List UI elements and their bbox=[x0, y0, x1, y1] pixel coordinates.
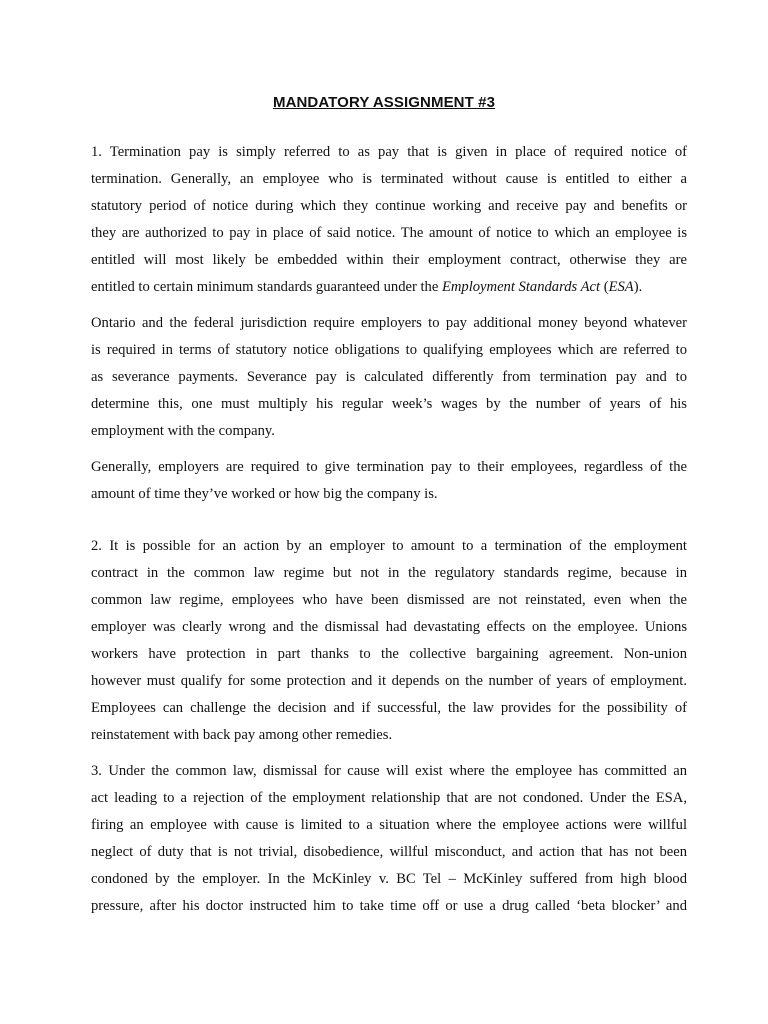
text-line: amount of time they’ve worked or how big the company is. bbox=[91, 486, 438, 502]
text-line: workers have protection in part thanks to the collective bargaining agreement. Non-union bbox=[91, 646, 687, 662]
text-line: entitled will most likely be embedded within their employment contract, otherwise they are bbox=[91, 252, 687, 268]
text-line: common law regime, employees who have been dismissed are not reinstated, even when the bbox=[91, 592, 687, 608]
text-line: employer was clearly wrong and the dismissal had devastating effects on the employee. Unions bbox=[91, 619, 687, 635]
text-line: pressure, after his doctor instructed him to take time off or use a drug called ‘beta blocker’ and bbox=[91, 898, 687, 914]
text-line: condoned by the employer. In the McKinley v. BC Tel – McKinley suffered from high blood bbox=[91, 871, 687, 887]
text-line: 1. Termination pay is simply referred to as pay that is given in place of required notice of bbox=[91, 144, 687, 160]
text-line: 2. It is possible for an action by an employer to amount to a termination of the employment bbox=[91, 538, 687, 554]
text-line: Generally, employers are required to give termination pay to their employees, regardless of the bbox=[91, 459, 687, 475]
text-line: determine this, one must multiply his regular week’s wages by the number of years of his bbox=[91, 396, 687, 412]
paragraph-question-2 bbox=[91, 533, 687, 749]
paragraph-severance-pay bbox=[91, 310, 687, 445]
text-line: 3. Under the common law, dismissal for cause will exist where the employee has committed an bbox=[91, 763, 687, 779]
text-line: reinstatement with back pay among other remedies. bbox=[91, 727, 393, 743]
act-name: Employment Standards Act bbox=[441, 279, 601, 295]
text-segment: ( bbox=[600, 279, 609, 295]
document-title: MANDATORY ASSIGNMENT #3 bbox=[272, 94, 496, 111]
text-line: termination. Generally, an employee who is terminated without cause is entitled to either a bbox=[91, 171, 687, 187]
act-abbreviation: ESA bbox=[608, 279, 634, 295]
text-line: contract in the common law regime but not in the regulatory standards regime, because in bbox=[91, 565, 687, 581]
text-line: neglect of duty that is not trivial, disobedience, willful misconduct, and action that has not been bbox=[91, 844, 687, 860]
text-line: they are authorized to pay in place of said notice. The amount of notice to which an employee is bbox=[91, 225, 687, 241]
text-line: is required in terms of statutory notice obligations to qualifying employees which are referred to bbox=[91, 342, 687, 358]
text-segment: ). bbox=[633, 279, 643, 295]
text-line: statutory period of notice during which they continue working and receive pay and benefits or bbox=[91, 198, 687, 214]
paragraph-employer-obligation bbox=[91, 454, 687, 508]
text-line: Employees can challenge the decision and if successful, the law provides for the possibility of bbox=[91, 700, 687, 716]
document-body bbox=[91, 139, 687, 929]
paragraph-termination-pay bbox=[91, 139, 687, 301]
text-line: act leading to a rejection of the employment relationship that are not condoned. Under the ESA, bbox=[91, 790, 687, 806]
text-line bbox=[91, 274, 687, 301]
text-line: however must qualify for some protection and it depends on the number of years of employment. bbox=[91, 673, 687, 689]
text-line: employment with the company. bbox=[91, 423, 275, 439]
paragraph-question-3 bbox=[91, 758, 687, 920]
text-line: Ontario and the federal jurisdiction require employers to pay additional money beyond whatever bbox=[91, 315, 687, 331]
text-line: as severance payments. Severance pay is calculated differently from termination pay and to bbox=[91, 369, 687, 385]
text-segment: entitled to certain minimum standards guaranteed under the bbox=[91, 279, 442, 295]
text-line: firing an employee with cause is limited to a situation where the employee actions were willful bbox=[91, 817, 687, 833]
